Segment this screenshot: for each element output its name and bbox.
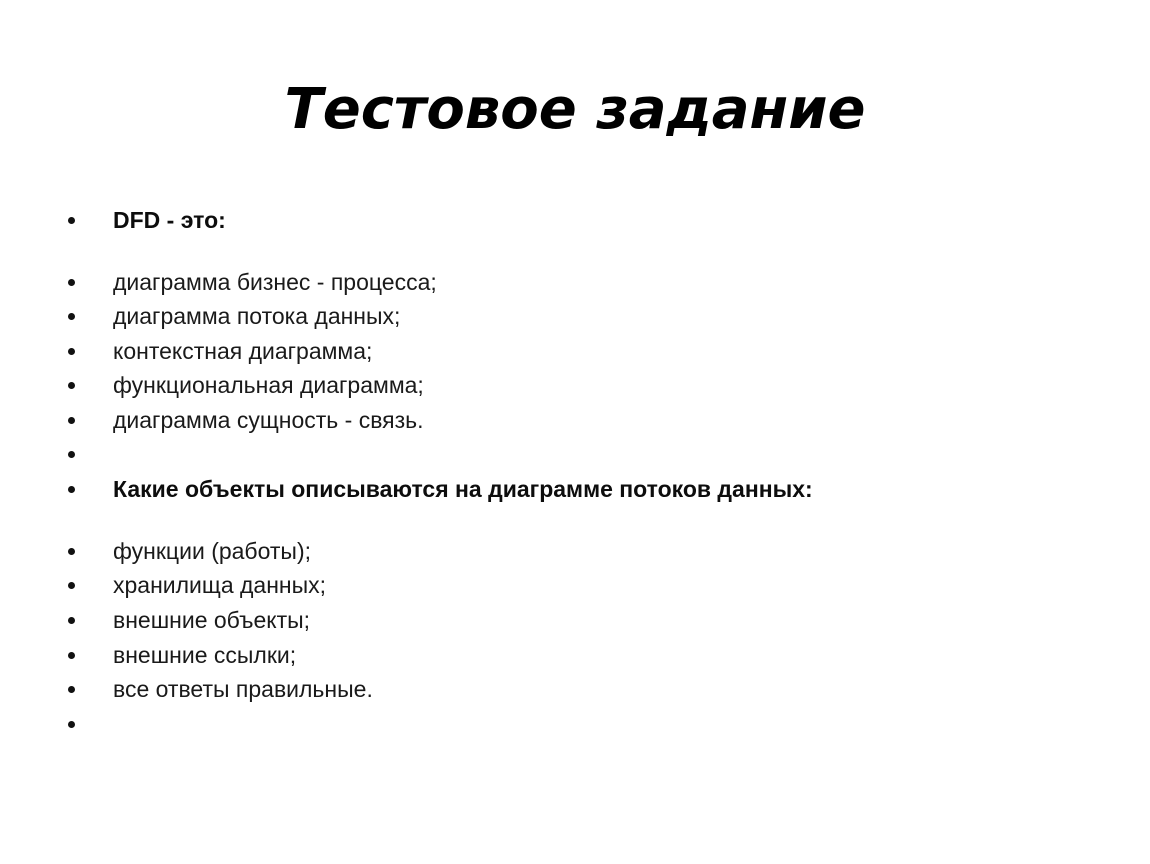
list-item bbox=[66, 536, 1086, 566]
bullet-icon bbox=[68, 652, 75, 659]
bullet-icon bbox=[68, 382, 75, 389]
bullet-icon bbox=[68, 217, 75, 224]
list-item-text: внешние объекты; bbox=[113, 607, 311, 633]
bullet-icon bbox=[68, 617, 75, 624]
bullet-icon bbox=[68, 279, 75, 286]
bullet-icon bbox=[68, 686, 75, 693]
list-item bbox=[66, 640, 1086, 670]
list-item bbox=[66, 370, 1086, 400]
list-item-text: диаграмма бизнес - процесса; bbox=[113, 269, 437, 295]
list-item bbox=[66, 301, 1086, 331]
list-item-text: функции (работы); bbox=[113, 538, 312, 564]
list-item bbox=[66, 605, 1086, 635]
slide-title: Тестовое задание bbox=[284, 77, 866, 142]
bullet-icon bbox=[68, 313, 75, 320]
bullet-icon bbox=[68, 417, 75, 424]
list-item bbox=[66, 336, 1086, 366]
list-item-text: все ответы правильные. bbox=[113, 676, 373, 702]
list-item bbox=[66, 267, 1086, 297]
list-item bbox=[66, 405, 1086, 435]
bullet-icon bbox=[68, 451, 75, 458]
bullet-icon bbox=[68, 582, 75, 589]
bullet-icon bbox=[68, 548, 75, 555]
list-item-text: диаграмма потока данных; bbox=[113, 303, 401, 329]
list-item bbox=[66, 474, 1086, 504]
list-item-text: диаграмма сущность - связь. bbox=[113, 407, 424, 433]
list-item bbox=[66, 709, 1086, 739]
list-item-text: DFD - это: bbox=[113, 207, 226, 233]
list-item-text: внешние ссылки; bbox=[113, 642, 297, 668]
list-item bbox=[66, 570, 1086, 600]
list-item-text: функциональная диаграмма; bbox=[113, 372, 424, 398]
bullet-icon bbox=[68, 721, 75, 728]
list-item bbox=[66, 674, 1086, 704]
bullet-icon bbox=[68, 348, 75, 355]
list-item-text: контекстная диаграмма; bbox=[113, 338, 373, 364]
list-item-text: Какие объекты описываются на диаграмме потоков данных: bbox=[113, 476, 813, 502]
list-item bbox=[66, 205, 1086, 235]
list-item-text: хранилища данных; bbox=[113, 572, 327, 598]
bullet-icon bbox=[68, 486, 75, 493]
list-item bbox=[66, 439, 1086, 469]
